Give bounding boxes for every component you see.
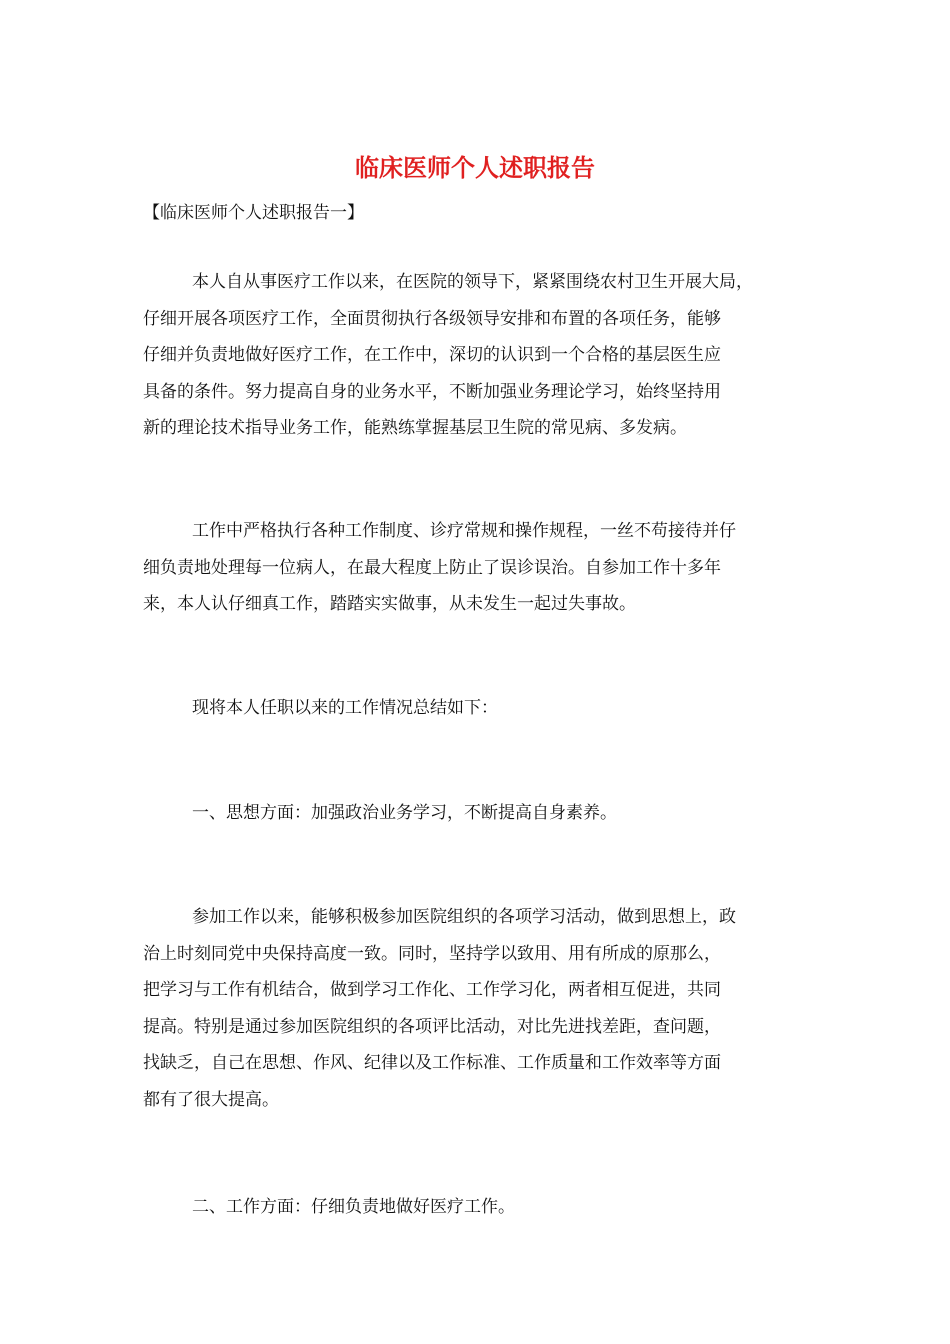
paragraph-line: 具备的条件。努力提高自身的业务水平，不断加强业务理论学习，始终坚持用	[143, 381, 721, 402]
paragraph-line: 提高。特别是通过参加医院组织的各项评比活动，对比先进找差距，查问题，	[143, 1016, 721, 1037]
paragraph-summary-intro	[143, 690, 498, 727]
paragraph-work-standards	[143, 513, 736, 623]
paragraph-line: 把学习与工作有机结合，做到学习工作化、工作学习化，两者相互促进，共同	[143, 980, 721, 1000]
paragraph-ideology-detail	[143, 899, 736, 1118]
paragraph-line: 工作中严格执行各种工作制度、诊疗常规和操作规程，一丝不苟接待并仔	[192, 521, 736, 541]
paragraph-line: 找缺乏，自己在思想、作风、纪律以及工作标准、工作质量和工作效率等方面	[143, 1053, 721, 1073]
paragraph-line: 都有了很大提高。	[143, 1089, 279, 1110]
paragraph-line: 本人自从事医疗工作以来，在医院的领导下，紧紧围绕农村卫生开展大局，	[192, 272, 753, 292]
paragraph-line: 二、工作方面：仔细负责地做好医疗工作。	[192, 1197, 515, 1217]
paragraph-line: 仔细开展各项医疗工作，全面贯彻执行各级领导安排和布置的各项任务，能够	[143, 308, 721, 329]
paragraph-intro	[143, 264, 753, 447]
paragraph-line: 一、思想方面：加强政治业务学习，不断提高自身素养。	[192, 803, 617, 823]
document-title: 临床医师个人述职报告	[355, 153, 595, 182]
paragraph-line: 细负责地处理每一位病人，在最大程度上防止了误诊误治。自参加工作十多年	[143, 557, 721, 578]
paragraph-line: 新的理论技术指导业务工作，能熟练掌握基层卫生院的常见病、多发病。	[143, 418, 687, 438]
paragraph-line: 参加工作以来，能够积极参加医院组织的各项学习活动，做到思想上，政	[192, 907, 736, 927]
section-heading-work	[143, 1189, 515, 1226]
section-heading-ideology	[143, 795, 617, 832]
paragraph-line: 现将本人任职以来的工作情况总结如下：	[192, 698, 498, 718]
paragraph-line: 来，本人认仔细真工作，踏踏实实做事，从未发生一起过失事故。	[143, 594, 636, 614]
document-subtitle: 【临床医师个人述职报告一】	[143, 203, 364, 223]
paragraph-line: 治上时刻同党中央保持高度一致。同时，坚持学以致用、用有所成的原那么，	[143, 943, 721, 964]
paragraph-line: 仔细并负责地做好医疗工作，在工作中，深切的认识到一个合格的基层医生应	[143, 345, 721, 365]
